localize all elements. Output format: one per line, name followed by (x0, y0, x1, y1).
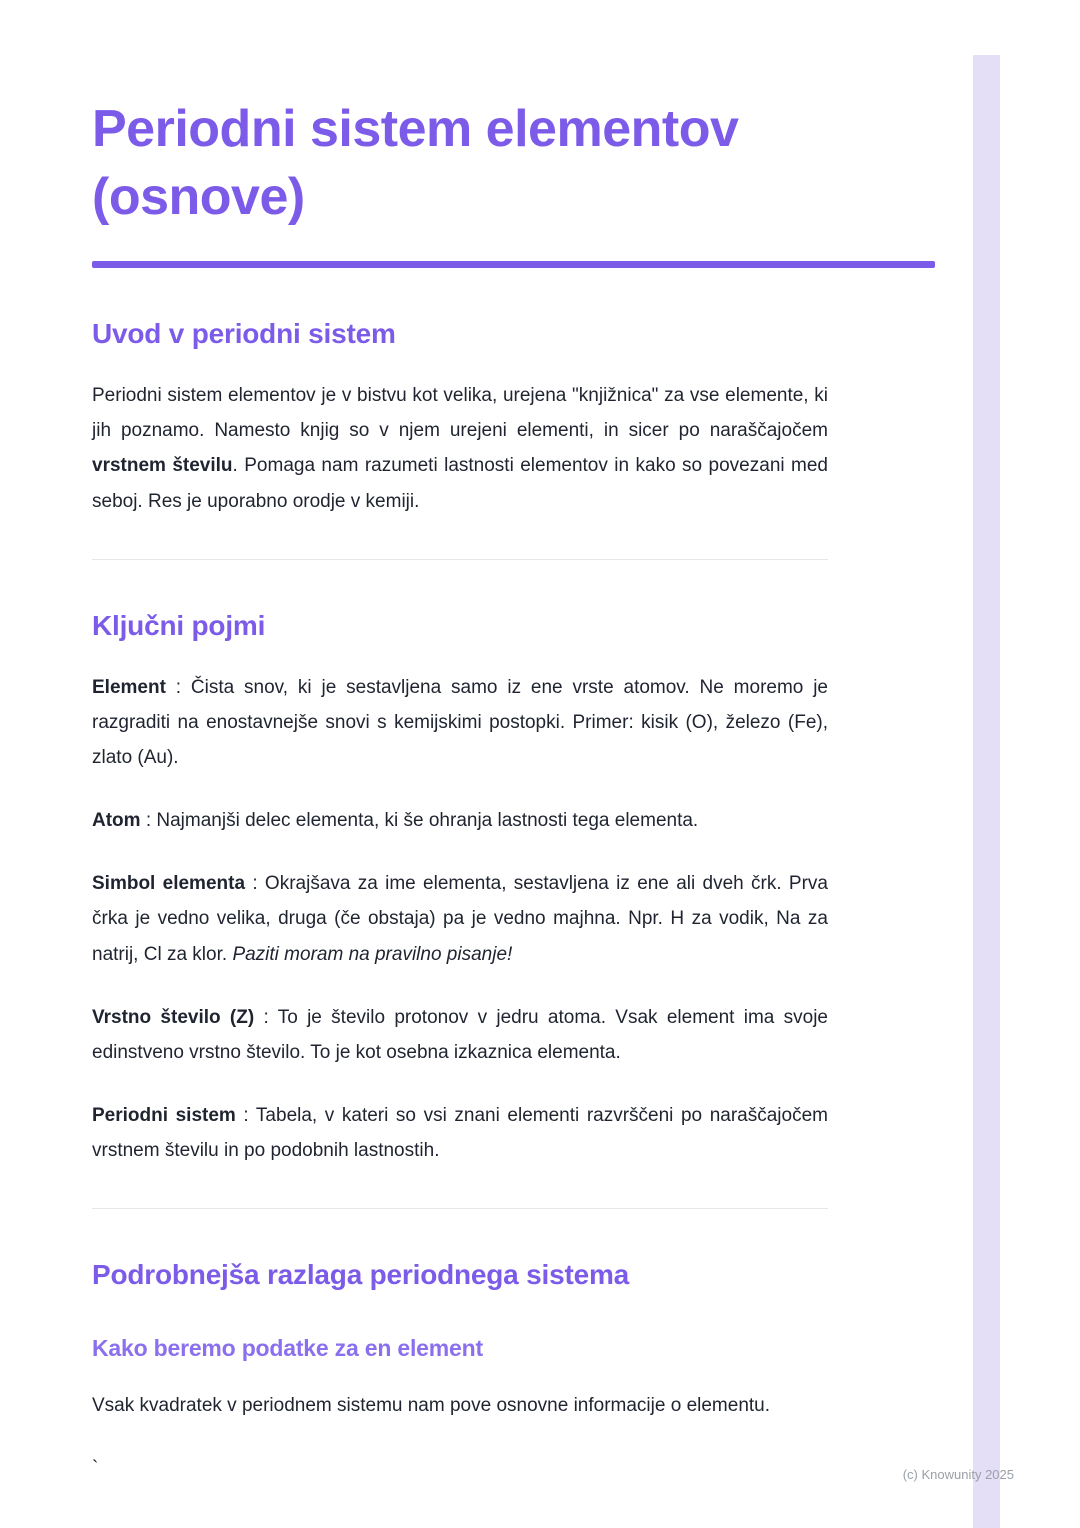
side-strip (973, 55, 1000, 1528)
section-heading-podrobnejsa: Podrobnejša razlaga periodnega sistema (92, 1259, 630, 1291)
page-title: Periodni sistem elementov (osnove) (92, 100, 739, 226)
section-heading-uvod: Uvod v periodni sistem (92, 318, 396, 350)
paragraph-simbol-elementa: Simbol elementa : Okrajšava za ime elementa, sestavljena iz ene ali dveh črk. Prva črka je vedno velika, druga (če obstaja) pa je vedno majhna. Npr. H za vodik, Na za natrij, Cl za klor. Paziti moram na pravilno pisanje! (92, 873, 828, 965)
title-rule (92, 261, 935, 268)
document-content (92, 96, 935, 1487)
paragraph-periodni-sistem: Periodni sistem : Tabela, v kateri so vsi znani elementi razvrščeni po naraščajočem vrstnem številu in po podobnih lastnostih. (92, 1105, 828, 1162)
section-divider (92, 559, 828, 560)
section-uvod (92, 318, 935, 519)
section-kljucni-pojmi (92, 610, 935, 1169)
section-heading-kljucni-pojmi: Ključni pojmi (92, 609, 266, 641)
paragraph-vrstno-stevilo: Vrstno število (Z) : To je število protonov v jedru atoma. Vsak element ima svoje edinstveno vrstno število. To je kot osebna izkaznica elementa. (92, 1006, 828, 1063)
section-podrobnejsa-razlaga (92, 1259, 935, 1486)
section-divider (92, 1208, 828, 1209)
subsection-heading-kako-beremo: Kako beremo podatke za en element (92, 1335, 483, 1362)
paragraph-atom: Atom : Najmanjši delec elementa, ki še ohranja lastnosti tega elementa. (92, 810, 699, 832)
stray-backtick: ` (92, 1458, 99, 1480)
paragraph-element: Element : Čista snov, ki je sestavljena samo iz ene vrste atomov. Ne moremo je razgraditi na enostavnejše snovi s kemijskimi postopki. Primer: kisik (O), železo (Fe), zlato (Au). (92, 676, 828, 769)
paragraph-uvod: Periodni sistem elementov je v bistvu kot velika, urejena "knjižnica" za vse elemente, ki jih poznamo. Namesto knjig so v njem urejeni elementi, in sicer po naraščajočem vrstnem številu. Pomaga nam razumeti lastnosti elementov in kako so povezani med seboj. Res je uporabno orodje v kemiji. (92, 385, 828, 512)
paragraph-kvadratek: Vsak kvadratek v periodnem sistemu nam pove osnovne informacije o elementu. (92, 1395, 771, 1417)
footer-credit: (c) Knowunity 2025 (902, 1467, 1014, 1482)
